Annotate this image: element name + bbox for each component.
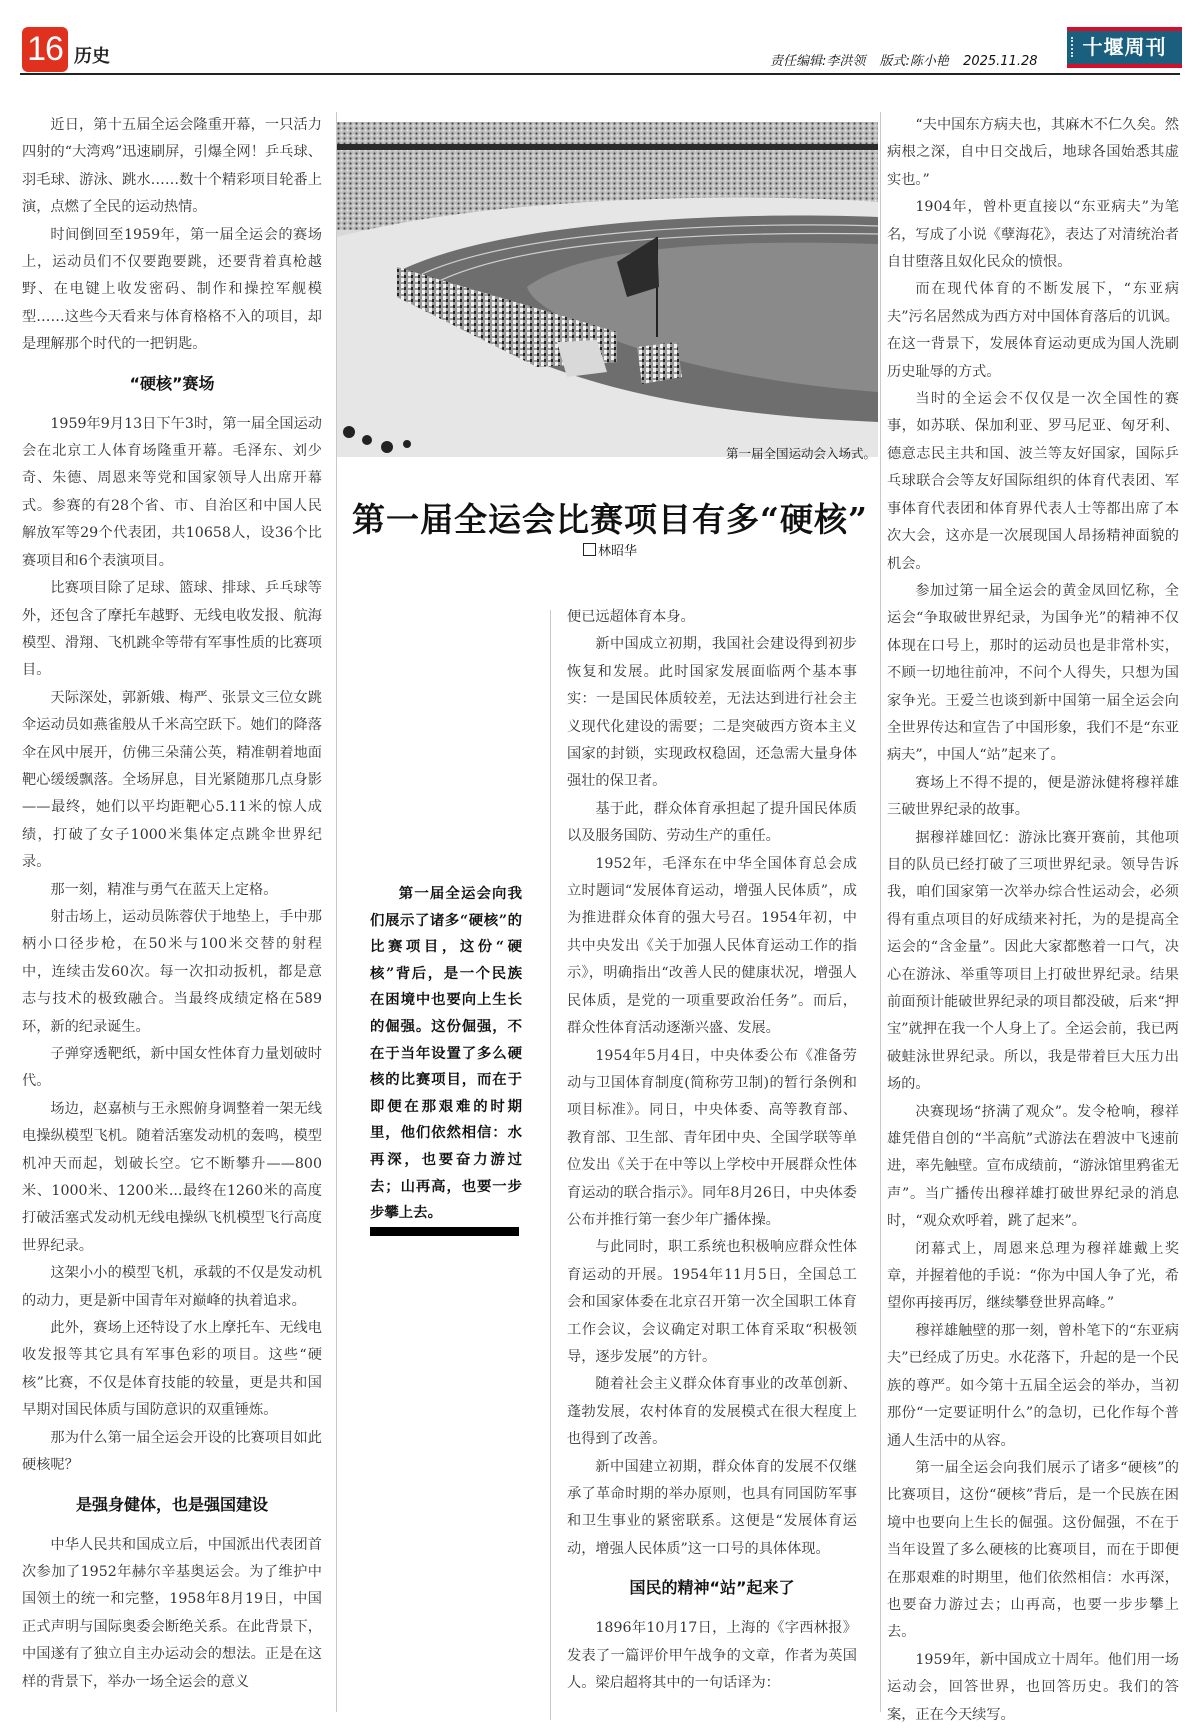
byline-box-icon [583,543,596,556]
pull-quote-text: 第一届全运会向我们展示了诸多“硬核”的比赛项目，这份“硬核”背后，是一个民族在困境中也要向上生长的倔强。这份倔强，不在于当年设置了多么硬核的比赛项目，而在于即便在那艰难的时期里，他们依然相信：水再深，也要奋力游过去；山再高，也要一步步攀上去。 [370,885,522,1222]
stadium-opening-photo [337,122,878,457]
paragraph: 此外，赛场上还特设了水上摩托车、无线电收发报等其它具有军事色彩的项目。这些“硬核”比赛，不仅是体育技能的较量，更是共和国早期对国民体质与国防意识的双重锤炼。 [22,1320,322,1419]
paragraph: 那一刻，精准与勇气在蓝天上定格。 [50,881,278,898]
paragraph: 穆祥雄触壁的那一刻，曾朴笔下的“东亚病夫”已经成了历史。水花落下，升起的是一个民族的尊严。如今第十五届全运会的举办，当初那份“一定要证明什么”的急切，已化作每个普通人生活中的从容。 [887,1322,1179,1449]
stadium-photo-illustration [337,122,878,457]
paragraph: 天际深处，郭新娥、梅严、张景文三位女跳伞运动员如燕雀般从千米高空跃下。她们的降落伞在风中展开，仿佛三朵蒲公英，精准朝着地面靶心缓缓飘落。全场屏息，目光紧随那几点身影——最终，她们以平均距靶心5.11米的惊人成绩，打破了女子1000米集体定点跳伞世界纪录。 [22,689,322,871]
article-column-left [22,112,322,1696]
paragraph: 随着社会主义群众体育事业的改革创新、蓬勃发展，农村体育的发展模式在很大程度上也得到了改善。 [567,1376,857,1448]
masthead-ornament-icon [1071,37,1077,57]
paragraph: 当时的全运会不仅仅是一次全国性的赛事，如苏联、保加利亚、罗马尼亚、匈牙利、德意志民主共和国、波兰等友好国家，国际乒乓球联合会等友好国际组织的体育代表团、军事体育代表团和体育界代表人士等都出席了本次大会，这亦是一次展现国人昂扬精神面貌的机会。 [887,391,1179,572]
editor-name: 责任编辑:李洪领 [770,54,866,69]
paragraph: 决赛现场“挤满了观众”。发令枪响，穆祥雄凭借自创的“半高航”式游法在碧波中飞速前进，率先触壁。宣布成绩前，“游泳馆里鸦雀无声”。当广播传出穆祥雄打破世界纪录的消息时，“观众欢呼着，跳了起来”。 [887,1103,1179,1230]
paragraph: 这架小小的模型飞机，承载的不仅是发动机的动力，更是新中国青年对巅峰的执着追求。 [22,1265,322,1309]
pull-quote [370,881,522,1227]
masthead-title: 十堰周刊 [1082,35,1167,59]
subheading-hardcore-arena: “硬核”赛场 [129,373,215,393]
layout-designer: 版式:陈小艳 [879,54,949,69]
photo-caption: 第一届全国运动会入场式。 [725,446,876,461]
paragraph: “夫中国东方病夫也，其麻木不仁久矣。然病根之深，自中日交战后，地球各国始悉其虚实也。” [887,117,1179,188]
paragraph: 1904年，曾朴更直接以“东亚病夫”为笔名，写成了小说《孽海花》，表达了对清统治者自甘堕落且奴化民众的愤恨。 [887,199,1179,271]
issue-date: 2025.11.28 [963,54,1038,69]
paragraph: 中华人民共和国成立后，中国派出代表团首次参加了1952年赫尔辛基奥运会。为了维护中国领土的统一和完整，1958年8月19日，中国正式声明与国际奥委会断绝关系。在此背景下，中国遂有了独立自主办运动会的想法。正是在这样的背景下，举办一场全运会的意义 [22,1536,322,1690]
paragraph: 赛场上不得不提的，便是游泳健将穆祥雄三破世界纪录的故事。 [887,774,1179,819]
paragraph: 闭幕式上，周恩来总理为穆祥雄戴上奖章，并握着他的手说：“你为中国人争了光，希望你再接再厉，继续攀登世界高峰。” [887,1240,1179,1312]
subheading-national-spirit: 国民的精神“站”起来了 [629,1578,795,1598]
paragraph: 新中国建立初期，群众体育的发展不仅继承了革命时期的举办原则，也具有同国防军事和卫生事业的紧密联系。这便是“发展体育运动，增强人民体质”这一口号的具体体现。 [567,1458,857,1557]
header-divider [20,73,1180,75]
paragraph: 时间倒回至1959年，第一届全运会的赛场上，运动员们不仅要跑要跳，还要背着真枪越野、在电键上收发密码、制作和操控军舰模型……这些今天看来与体育格格不入的项目，却是理解那个时代的一把钥匙。 [22,226,322,353]
article-column-right [887,112,1179,1729]
paragraph: 与此同时，职工系统也积极响应群众性体育运动的开展。1954年11月5日，全国总工会和国家体委在北京召开第一次全国职工体育工作会议，会议确定对职工体育采取“积极领导，逐步发展”的方针。 [567,1239,857,1365]
divider-right [880,112,881,1712]
paragraph: 比赛项目除了足球、篮球、排球、乒乓球等外，还包含了摩托车越野、无线电收发报、航海模型、滑翔、飞机跳伞等带有军事性质的比赛项目。 [22,580,322,679]
article-column-middle [567,604,857,1697]
paragraph: 射击场上，运动员陈蓉伏于地垫上，手中那柄小口径步枪，在50米与100米交替的射程中，连续击发60次。每一次扣动扳机，都是意志与技术的极致融合。当最终成绩定格在589环，新的纪录诞生。 [22,908,322,1035]
author-name: 林昭华 [597,544,637,559]
section-title: 历史 [74,46,110,67]
article-headline: 第一届全运会比赛项目有多“硬核” [352,500,868,539]
paragraph: 1959年9月13日下午3时，第一届全国运动会在北京工人体育场隆重开幕。毛泽东、刘少奇、朱德、周恩来等党和国家领导人出席开幕式。参赛的有28个省、市、自治区和中国人民解放军等29个代表团，共10658人，设36个比赛项目和6个表演项目。 [22,415,322,569]
paragraph: 第一届全运会向我们展示了诸多“硬核”的比赛项目，这份“硬核”背后，是一个民族在困境中也要向上生长的倔强。这份倔强，不在于当年设置了多么硬核的比赛项目，而在于即便在那艰难的时期里，他们依然相信：水再深，也要奋力游过去；山再高，也要一步步攀上去。 [887,1459,1179,1641]
paragraph: 参加过第一届全运会的黄金凤回忆称，全运会“争取破世界纪录，为国争光”的精神不仅体现在口号上，那时的运动员也是非常朴实，不顾一切地往前冲，不问个人得失，只想为国家争光。王爱兰也谈到新中国第一届全运会向全世界传达和宣告了中国形象，我们不是“东亚病夫”，中国人“站”起来了。 [887,582,1179,764]
paragraph: 场边，赵嘉桢与王永熙俯身调整着一架无线电操纵模型飞机。随着活塞发动机的轰鸣，模型机冲天而起，划破长空。它不断攀升——800米、1000米、1200米...最终在1260米的高度打破活塞式发动机无线电操纵飞机模型飞行高度世界纪录。 [22,1100,322,1254]
paragraph: 近日，第十五届全运会隆重开幕，一只活力四射的“大湾鸡”迅速刷屏，引爆全网！乒乓球、羽毛球、游泳、跳水……数十个精彩项目轮番上演，点燃了全民的运动热情。 [22,117,322,216]
paragraph: 据穆祥雄回忆：游泳比赛开赛前，其他项目的队员已经打破了三项世界纪录。领导告诉我，咱们国家第一次举办综合性运动会，必须得有重点项目的好成绩来衬托，为的是提高全运会的“含金量”。因此大家都憋着一口气，决心在游泳、举重等项目上打破世界纪录。结果前面预计能破世界纪录的项目都没破，后来“押宝”就押在我一个人身上了。全运会前，我已两破蛙泳世界纪录。所以，我是带着巨大压力出场的。 [887,829,1179,1093]
subheading-fitness-nation: 是强身健体，也是强国建设 [75,1494,268,1514]
paragraph: 1896年10月17日，上海的《字西林报》发表了一篇评价甲午战争的文章，作者为英国人。梁启超将其中的一句话译为： [567,1620,857,1692]
paragraph: 新中国成立初期，我国社会建设得到初步恢复和发展。此时国家发展面临两个基本事实：一是国民体质较差，无法达到进行社会主义现代化建设的需要；二是突破西方资本主义国家的封锁，实现政权稳固，还急需大量身体强壮的保卫者。 [567,636,857,790]
paragraph: 而在现代体育的不断发展下，“东亚病夫”污名居然成为西方对中国体育落后的讥讽。在这一背景下，发展体育运动更成为国人洗刷历史耻辱的方式。 [887,281,1179,380]
paragraph: 1952年，毛泽东在中华全国体育总会成立时题词“发展体育运动，增强人民体质”，成为推进群众体育的强大号召。1954年初，中共中央发出《关于加强人民体育运动工作的指示》，明确指出“改善人民的健康状况，增强人民体质，是党的一项重要政治任务”。而后，群众性体育活动逐渐兴盛、发展。 [567,855,857,1037]
page-number-badge: 16 [22,27,68,72]
paragraph: 便已远超体育本身。 [567,609,695,625]
divider-pullquote [550,610,551,1720]
paragraph: 基于此，群众体育承担起了提升国民体质以及服务国防、劳动生产的重任。 [567,800,857,845]
article-byline [340,540,880,559]
masthead-logo [1067,27,1182,68]
paragraph: 那为什么第一届全运会开设的比赛项目如此硬核呢？ [22,1429,322,1474]
paragraph: 1959年，新中国成立十周年。他们用一场运动会，回答世界，也回答历史。我们的答案，正在今天续写。 [887,1651,1179,1723]
paragraph: 1954年5月4日，中央体委公布《准备劳动与卫国体育制度(简称劳卫制)的暂行条例和项目标准》。同日，中央体委、高等教育部、教育部、卫生部、青年团中央、全国学联等单位发出《关于在中等以上学校中开展群众性体育运动的联合指示》。同年8月26日，中央体委公布并推行第一套少年广播体操。 [567,1047,857,1228]
paragraph: 子弹穿透靶纸，新中国女性体育力量划破时代。 [22,1046,322,1090]
pull-quote-bar [370,1227,519,1236]
